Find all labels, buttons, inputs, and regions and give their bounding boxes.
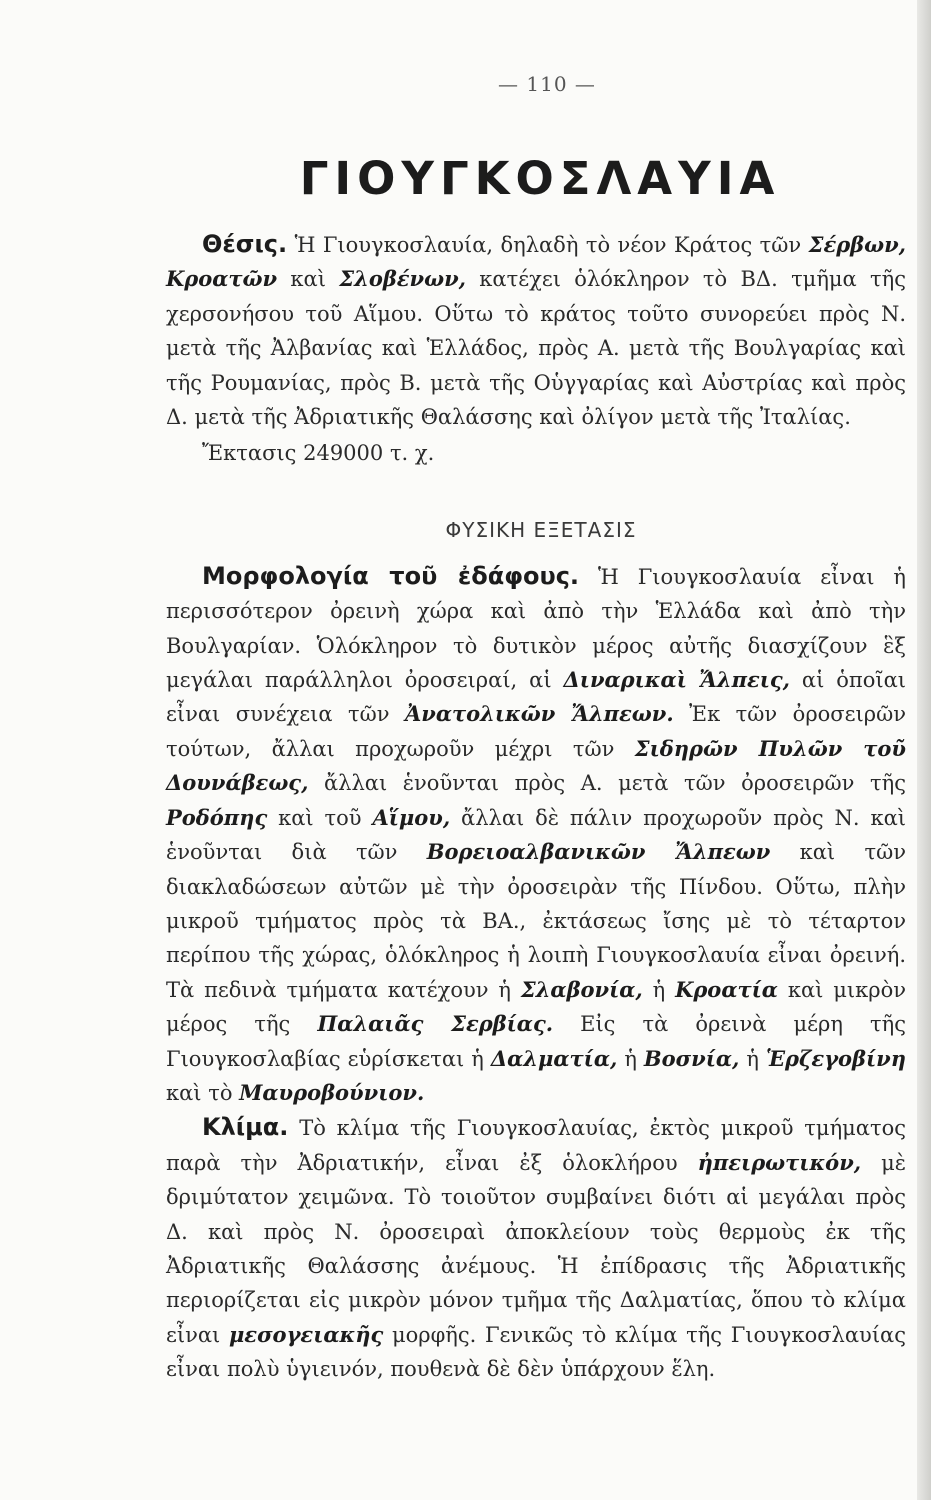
morphology-text: ἡ — [617, 1046, 644, 1071]
morphology-text: ἡ — [642, 977, 676, 1002]
climate-text: μὲ δριμύτατον χειμῶνα. Τὸ τοιοῦτον συμβαίνει διότι αἱ μεγάλαι πρὸς Δ. καὶ πρὸς Ν. ὀροσειραὶ ἀποκλείουν τοὺς θερμοὺς ἐκ τῆς Ἀδριατικῆς Θαλάσσης ἀνέμους. Ἡ ἐπίδρασις τῆς Ἀδριατικῆς περιορίζεται εἰς μικρὸν μόνον τμῆμα τῆς Δαλματίας, ὅπου τὸ κλίμα εἶναι — [166, 1150, 907, 1347]
emphasis-term: μεσογειακῆς — [228, 1321, 384, 1347]
morphology-text: Εἰς τὰ ὀρεινὰ μέρη τῆς Γιουγκοσλαβίας εὑρίσκεται ἡ — [166, 1012, 907, 1071]
morphology-text: αἱ ὁποῖαι εἶναι συνέχεια τῶν — [166, 668, 906, 727]
emphasis-term: Σέρβων, Κροατῶν — [166, 232, 906, 292]
climate-text: Τὸ κλίμα τῆς Γιουγκοσλαυίας, ἐκτὸς μικροῦ τμήματος παρὰ τὴν Ἀδριατικήν, εἶναι ἐξ ὁλοκλήρου — [166, 1116, 906, 1175]
climate-heading: Κλίμα. — [202, 1113, 289, 1142]
morphology-paragraph — [166, 559, 906, 1111]
chapter-title: ΓΙΟΥΓΚΟΣΛΑΥΙΑ — [299, 152, 781, 205]
morphology-text: καὶ μικρὸν μέρος τῆς — [166, 977, 906, 1037]
morphology-text: ἄλλαι δὲ πάλιν προχωροῦν πρὸς Ν. καὶ ἑνοῦνται διὰ τῶν — [166, 805, 907, 865]
morphology-text: καὶ τὸ — [166, 1080, 240, 1105]
morphology-heading: Μορφολογία τοῦ ἐδάφους. — [202, 561, 580, 590]
emphasis-term: Μαυροβούνιον. — [239, 1079, 425, 1105]
morphology-text: Ἐκ τῶν ὀροσειρῶν τούτων, ἄλλαι προχωροῦν μέχρι τῶν — [166, 702, 906, 761]
morphology-text: Ἡ Γιουγκοσλαυία εἶναι ἡ περισσότερον ὀρεινὴ χώρα καὶ ἀπὸ τὴν Ἑλλάδα καὶ ἀπὸ τὴν Βουλγαρίαν. Ὁλόκληρον τὸ δυτικὸν μέρος αὐτῆς διασχίζουν ἓξ μεγάλαι παράλληλοι ὀροσειραί, αἱ — [166, 564, 906, 693]
area-line: Ἔκτασις 249000 τ. χ. — [202, 441, 435, 466]
thesis-text: κατέχει ὁλόκληρον τὸ ΒΔ. τμῆμα τῆς χερσονήσου τοῦ Αἵμου. Οὕτω τὸ κράτος τοῦτο συνορεύει πρὸς Ν. μετὰ τῆς Ἀλβανίας καὶ Ἑλλάδος, πρὸς Α. μετὰ τῆς Βουλγαρίας καὶ τῆς Ρουμανίας, πρὸς Β. μετὰ τῆς Οὑγγαρίας καὶ Αὐστρίας καὶ πρὸς Δ. μετὰ τῆς Ἀδριατικῆς Θαλάσσης καὶ ὀλίγον μετὰ τῆς Ἰταλίας. — [166, 267, 907, 430]
emphasis-term: Διναρικαὶ Ἄλπεις, — [563, 667, 790, 693]
emphasis-term: Σλοβένων, — [339, 266, 466, 292]
book-page — [166, 62, 906, 1387]
emphasis-term: Βορειοαλβανικῶν Ἄλπεων — [426, 839, 771, 865]
page-edge-shadow — [917, 0, 931, 1500]
climate-paragraph — [166, 1110, 906, 1386]
emphasis-term: Σλαβονία, — [520, 976, 643, 1002]
page-number: — 110 — — [498, 72, 596, 96]
emphasis-term: ἠπειρωτικόν, — [697, 1149, 862, 1175]
morphology-text: καὶ τῶν διακλαδώσεων αὐτῶν μὲ τὴν ὀροσειρὰν τῆς Πίνδου. Οὕτω, πλὴν μικροῦ τμήματος πρὸς τὰ ΒΑ., ἐκτάσεως ἴσης μὲ τὸ τέταρτον περίπου τῆς χώρας, ὁλόκληρος ἡ λοιπὴ Γιουγκοσλαυία εἶναι ὀρεινή. Τὰ πεδινὰ τμήματα κατέχουν ἡ — [166, 840, 906, 1002]
thesis-text: Ἡ Γιουγκοσλαυία, δηλαδὴ τὸ νέον Κράτος τῶν — [287, 233, 809, 257]
emphasis-term: Δαλματία, — [490, 1045, 618, 1071]
emphasis-term: Κροατία — [675, 976, 778, 1002]
thesis-paragraph — [166, 227, 906, 434]
emphasis-term: Βοσνία, — [643, 1045, 740, 1071]
thesis-text: καὶ — [277, 267, 340, 292]
emphasis-term: Αἵμου, — [372, 804, 451, 830]
morphology-text: καὶ τοῦ — [267, 805, 373, 830]
morphology-text: ἄλλαι ἑνοῦνται πρὸς Α. μετὰ τῶν ὀροσειρῶν τῆς — [308, 771, 906, 796]
emphasis-term: Σιδηρῶν Πυλῶν τοῦ Δουνάβεως, — [166, 735, 906, 796]
emphasis-term: Ροδόπης — [166, 804, 268, 830]
thesis-heading: Θέσις. — [202, 230, 288, 258]
section-heading: ΦΥΣΙΚΗ ΕΞΕΤΑΣΙΣ — [445, 517, 637, 542]
emphasis-term: Παλαιᾶς Σερβίας. — [317, 1011, 554, 1037]
morphology-text: ἡ — [739, 1046, 766, 1071]
climate-text: μορφῆς. Γενικῶς τὸ κλίμα τῆς Γιουγκοσλαυίας εἶναι πολὺ ὑγιεινόν, πουθενὰ δὲ δὲν ὑπάρχουν ἕλη. — [166, 1322, 906, 1382]
emphasis-term: Ἀνατολικῶν Ἄλπεων. — [405, 701, 674, 727]
emphasis-term: Ἑρζεγοβίνη — [765, 1045, 907, 1071]
